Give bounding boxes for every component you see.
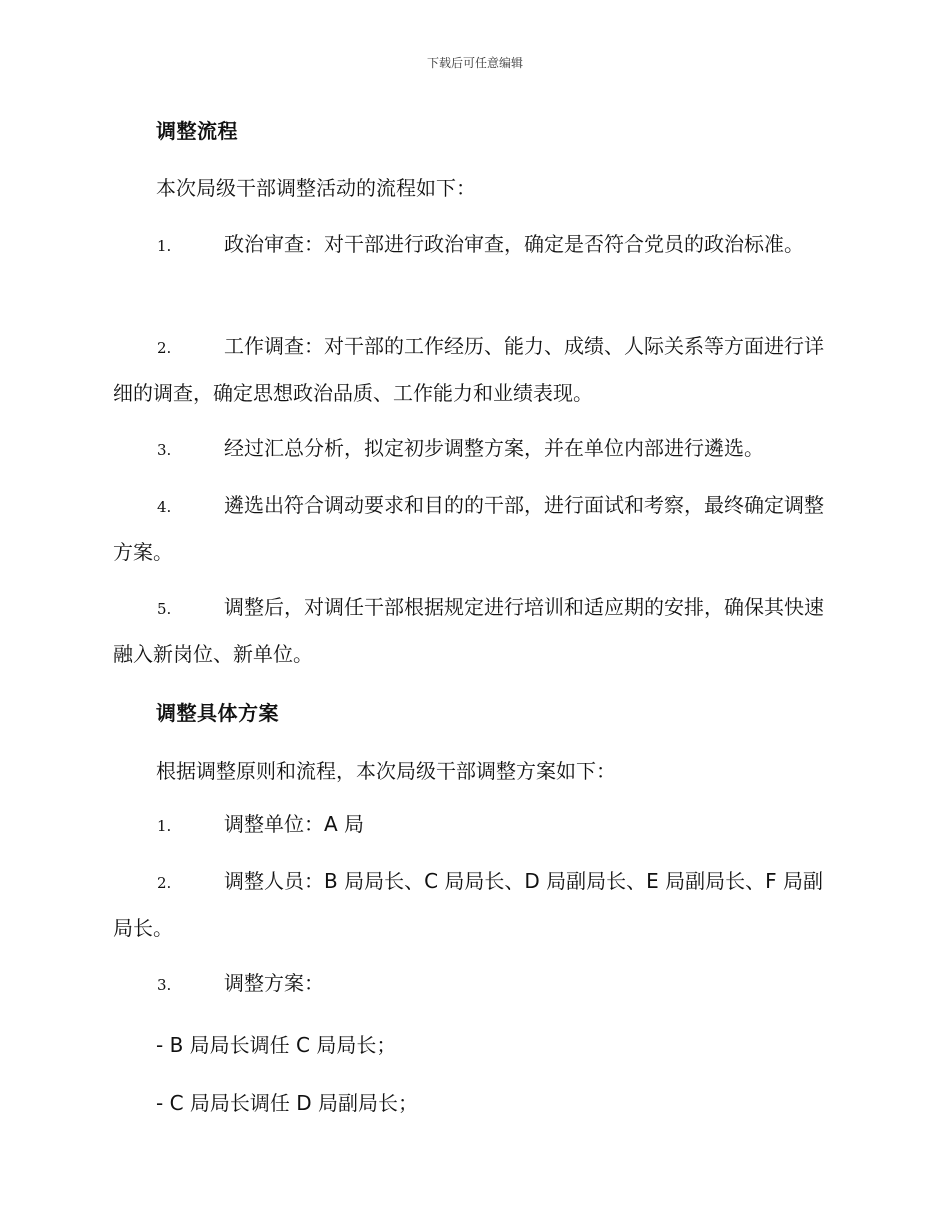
plan-detail-line: - B 局局长调任 C 局局长； xyxy=(156,1033,397,1057)
list-item xyxy=(113,802,835,849)
list-item-number: 2. xyxy=(157,339,172,357)
list-item-text: 工作调查：对干部的工作经历、能力、成绩、人际关系等方面进行详细的调查，确定思想政治品质、工作能力和业绩表现。 xyxy=(113,334,824,405)
section-heading-plan: 调整具体方案 xyxy=(156,701,279,725)
list-item-text: 调整人员：B 局局长、C 局局长、D 局副局长、E 局副局长、F 局副局长。 xyxy=(113,869,824,940)
list-item-number: 5. xyxy=(157,600,172,618)
list-item-text: 政治审查：对干部进行政治审查，确定是否符合党员的政治标准。 xyxy=(224,232,804,256)
list-item-text: 经过汇总分析，拟定初步调整方案，并在单位内部进行遴选。 xyxy=(224,436,764,460)
section-intro-process: 本次局级干部调整活动的流程如下： xyxy=(156,176,476,200)
list-item xyxy=(113,426,835,473)
list-item xyxy=(113,961,835,1008)
list-item-text: 遴选出符合调动要求和目的的干部，进行面试和考察，最终确定调整方案。 xyxy=(113,493,824,564)
list-item-number: 1. xyxy=(157,237,172,255)
list-item xyxy=(113,859,835,951)
list-item-text: 调整后，对调任干部根据规定进行培训和适应期的安排，确保其快速融入新岗位、新单位。 xyxy=(113,595,824,666)
list-item xyxy=(113,324,835,416)
list-item-number: 2. xyxy=(157,874,172,892)
list-item xyxy=(113,483,835,575)
plan-detail-line: - C 局局长调任 D 局副局长； xyxy=(156,1091,419,1115)
page-header: 下载后可任意编辑 xyxy=(426,56,523,70)
list-item-text: 调整方案： xyxy=(224,971,324,995)
list-item-number: 3. xyxy=(157,441,172,459)
list-item xyxy=(113,585,835,677)
list-item-number: 4. xyxy=(157,498,172,516)
list-item xyxy=(113,222,835,269)
section-intro-plan: 根据调整原则和流程，本次局级干部调整方案如下： xyxy=(156,759,616,783)
list-item-text: 调整单位：A 局 xyxy=(224,812,365,836)
list-item-number: 3. xyxy=(157,976,172,994)
section-heading-process: 调整流程 xyxy=(156,119,238,143)
list-item-number: 1. xyxy=(157,817,172,835)
